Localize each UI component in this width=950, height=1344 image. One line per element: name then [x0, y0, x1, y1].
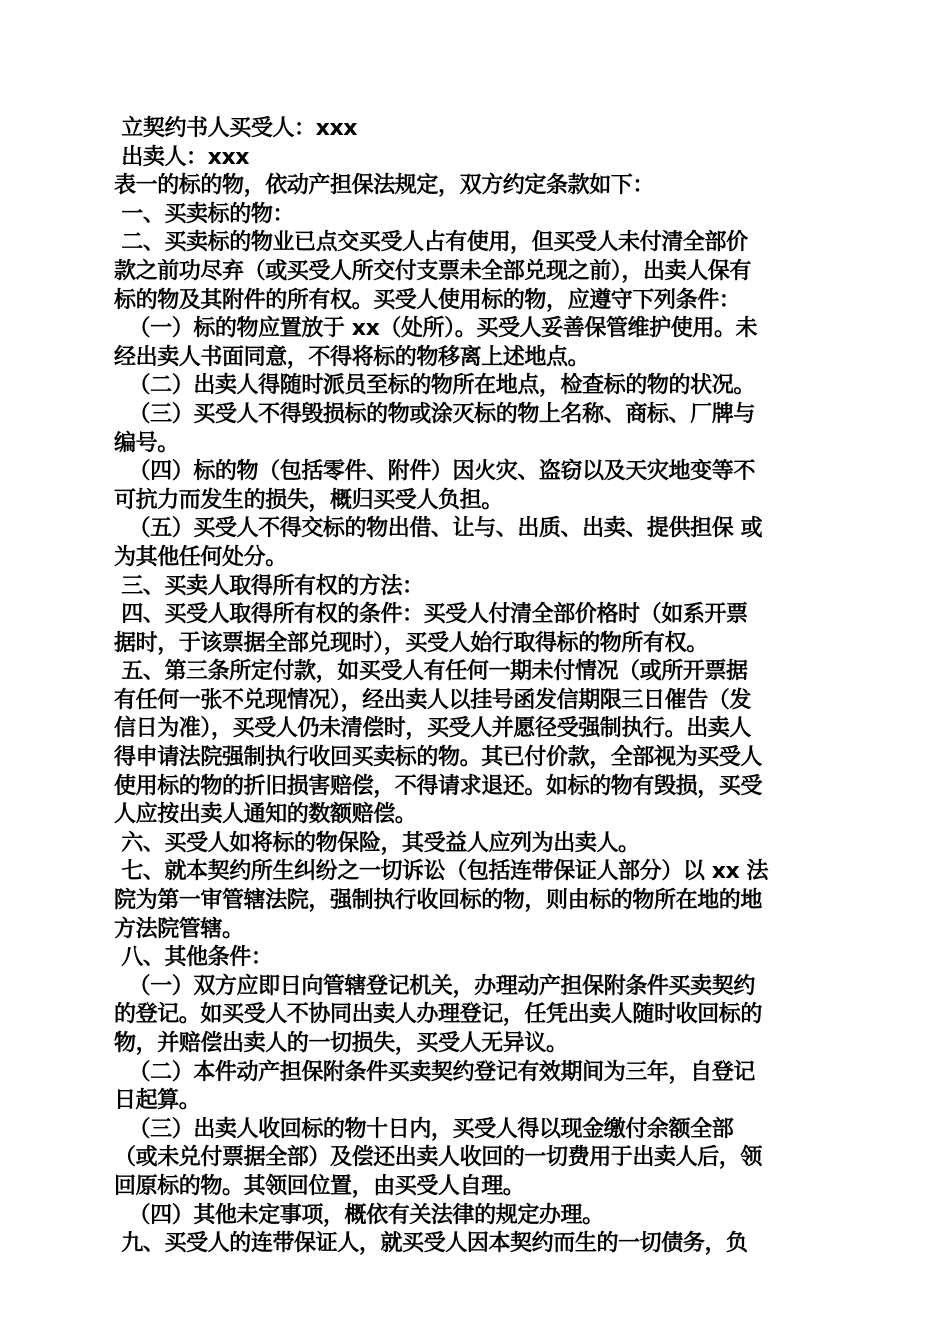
- text-line: 得申请法院强制执行收回买卖标的物。其已付价款，全部视为买受人: [114, 745, 763, 771]
- clause-2-item-3: [114, 401, 839, 458]
- contract-heading-buyer: [114, 115, 839, 144]
- text-line: 标的物及其附件的所有权。买受人使用标的物，应遵守下列条件：: [114, 287, 741, 313]
- text-line: 回原标的物。其领回位置，由买受人自理。: [114, 1173, 525, 1199]
- text-line: 物，并赔偿出卖人的一切损失，买受人无异议。: [114, 1031, 568, 1056]
- text-line: 为其他任何处分。: [114, 544, 287, 570]
- text-line: 使用标的物的折旧损害赔偿，不得请求退还。如标的物有毁损，买受: [114, 773, 763, 799]
- clause-3: [114, 573, 839, 602]
- text-line: 一、买卖标的物：: [114, 201, 295, 227]
- clause-8-item-1: [114, 973, 839, 1059]
- text-line: （一）标的物应置放于 xx（处所）。买受人妥善保管维护使用。未: [114, 316, 758, 342]
- clause-8: [114, 944, 839, 973]
- text-line: 方法院管辖。: [114, 916, 244, 942]
- text-line: （五）买受人不得交标的物出借、让与、出质、出卖、提供担保 或: [114, 516, 763, 542]
- contract-document: [114, 115, 839, 1259]
- text-line: 二、买卖标的物业已点交买受人占有使用，但买受人未付清全部价: [114, 230, 748, 256]
- text-line: 日起算。: [114, 1088, 201, 1114]
- clause-6: [114, 830, 839, 859]
- clause-2-item-4: [114, 458, 839, 515]
- text-line: （三）买受人不得毁损标的物或涂灭标的物上名称、商标、厂牌与: [114, 401, 755, 427]
- text-line: 款之前功尽弃（或买受人所交付支票未全部兑现之前），出卖人保有: [114, 258, 752, 284]
- contract-heading-seller: [114, 144, 839, 173]
- text-line: 表一的标的物，依动产担保法规定，双方约定条款如下：: [114, 173, 655, 199]
- text-line: 四、买受人取得所有权的条件：买受人付清全部价格时（如系开票: [114, 602, 748, 628]
- text-line: 据时，于该票据全部兑现时），买受人始行取得标的物所有权。: [114, 630, 708, 656]
- text-line: 有任何一张不兑现情况），经出卖人以挂号函发信期限三日催告（发: [114, 687, 752, 713]
- clause-9: [114, 1230, 839, 1259]
- text-line: 七、就本契约所生纠纷之一切诉讼（包括连带保证人部分）以 xx 法: [114, 859, 769, 885]
- text-line: （三）出卖人收回标的物十日内，买受人得以现金缴付余额全部: [114, 1116, 734, 1142]
- clause-2: [114, 229, 839, 315]
- text-line: 院为第一审管辖法院，强制执行收回标的物，则由标的物所在地的地: [114, 888, 763, 914]
- clause-1: [114, 201, 839, 230]
- clause-4: [114, 601, 839, 658]
- text-line: 五、第三条所定付款，如买受人有任何一期未付情况（或所开票据: [114, 659, 748, 685]
- text-line: 六、买受人如将标的物保险，其受益人应列为出卖人。: [114, 830, 640, 856]
- text-line: 九、买受人的连带保证人，就买受人因本契约而生的一切债务，负: [114, 1231, 748, 1257]
- clause-2-item-1: [114, 315, 839, 372]
- text-line: （二）本件动产担保附条件买卖契约登记有效期间为三年，自登记: [114, 1059, 755, 1085]
- text-line: （四）其他未定事项，概依有关法律的规定办理。: [114, 1202, 604, 1228]
- text-line: 的登记。如买受人不协同出卖人办理登记，任凭出卖人随时收回标的: [114, 1002, 763, 1028]
- clause-8-item-3: [114, 1116, 839, 1202]
- contract-preamble: [114, 172, 839, 201]
- text-line: 人应按出卖人通知的数额赔偿。: [114, 802, 417, 828]
- text-line: 三、买卖人取得所有权的方法：: [114, 573, 424, 599]
- text-line: （一）双方应即日向管辖登记机关，办理动产担保附条件买卖契约: [114, 973, 755, 999]
- text-line: 编号。: [114, 430, 179, 456]
- clause-8-item-4: [114, 1202, 839, 1231]
- text-line: （二）出卖人得随时派员至标的物所在地点，检查标的物的状况。: [114, 373, 755, 399]
- text-line: 经出卖人书面同意，不得将标的物移离上述地点。: [114, 344, 590, 370]
- clause-8-item-2: [114, 1059, 839, 1116]
- text-line: 出卖人：xxx: [114, 144, 250, 170]
- text-line: 信日为准），买受人仍未清偿时，买受人并愿径受强制执行。出卖人: [114, 716, 752, 742]
- text-line: 八、其他条件：: [114, 945, 273, 971]
- text-line: （四）标的物（包括零件、附件）因火灾、盗窃以及天灾地变等不: [114, 459, 755, 485]
- text-line: （或未兑付票据全部）及偿还出卖人收回的一切费用于出卖人后，领: [114, 1145, 763, 1171]
- clause-5: [114, 658, 839, 830]
- text-line: 可抗力而发生的损失，概归买受人负担。: [114, 487, 503, 513]
- clause-2-item-5: [114, 515, 839, 572]
- clause-2-item-2: [114, 372, 839, 401]
- clause-7: [114, 858, 839, 944]
- text-line: 立契约书人买受人：xxx: [114, 116, 358, 141]
